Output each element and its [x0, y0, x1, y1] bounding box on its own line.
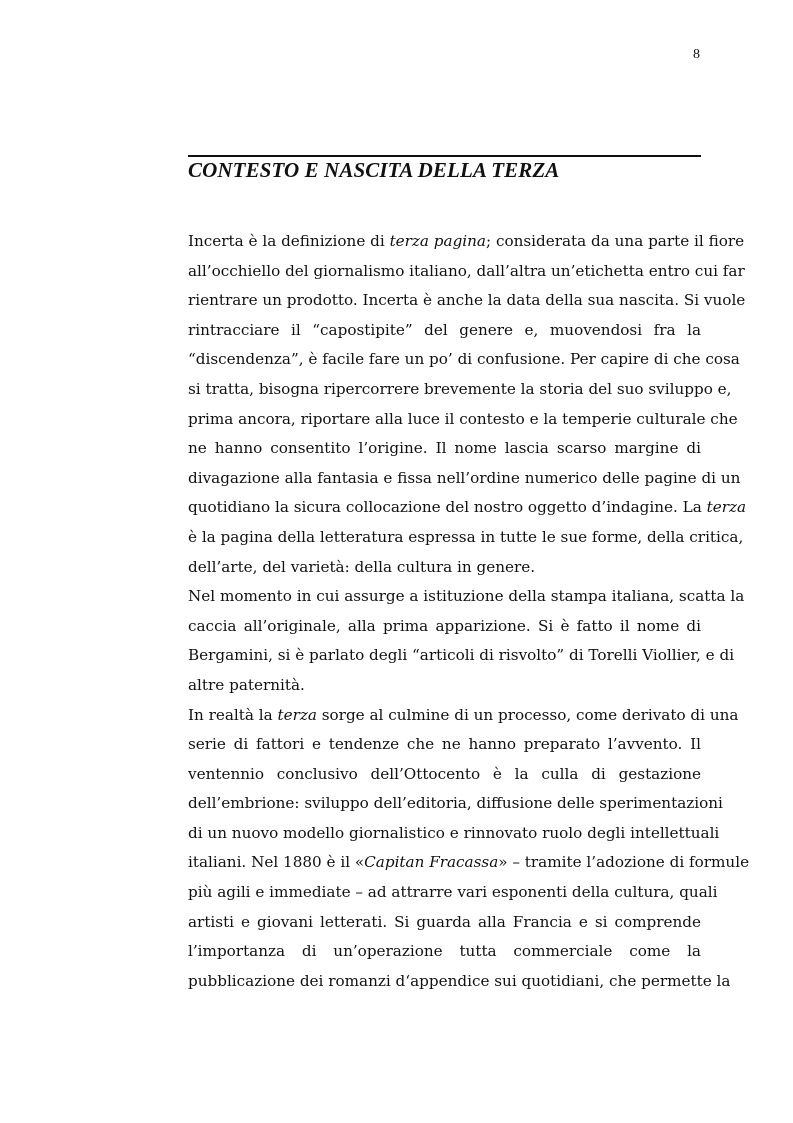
italic-text: Capitan Fracassa: [364, 853, 499, 872]
body-text-run: Incerta è la definizione di: [188, 232, 390, 250]
body-text-run: rientrare un prodotto. Incerta è anche la data della sua nascita. Si vuole: [188, 291, 746, 310]
body-text-run: “discendenza”, è facile fare un po’ di confusione. Per capire di che cosa: [188, 350, 740, 369]
chapter-title-rule: [188, 155, 701, 157]
chapter-title: CONTESTO E NASCITA DELLA TERZA: [188, 158, 560, 182]
body-text-run: quotidiano la sicura collocazione del nostro oggetto d’indagine. La: [188, 498, 707, 517]
body-line: [188, 345, 740, 375]
body-text-run: dell’embrione: sviluppo dell’editoria, diffusione delle sperimentazioni: [188, 794, 723, 813]
body-text: [188, 227, 750, 996]
body-line: [188, 937, 701, 967]
body-text-run: Nel momento in cui assurge a istituzione della stampa italiana, scatta la: [188, 587, 745, 606]
body-text-run: più agili e immediate – ad attrarre vari esponenti della cultura, quali: [188, 883, 718, 902]
italic-text: terza pagina: [389, 232, 486, 250]
body-line: [188, 908, 701, 938]
body-line: [188, 582, 745, 612]
body-line: [188, 553, 701, 583]
body-text-run: all’occhiello del giornalismo italiano, dall’altra un’etichetta entro cui far: [188, 261, 745, 280]
body-text-run: ; considerata da una parte il fiore: [486, 232, 745, 250]
body-line: [188, 464, 741, 494]
body-line: [188, 819, 720, 849]
body-text-run: pubblicazione dei romanzi d‘appendice sui quotidiani, che permette la: [188, 971, 731, 990]
body-line: [188, 523, 744, 553]
body-line: [188, 671, 701, 701]
body-text-run: prima ancora, riportare alla luce il contesto e la temperie culturale che: [188, 409, 738, 428]
body-line: [188, 760, 701, 790]
italic-text: terza: [277, 705, 317, 724]
body-text-run: serie di fattori e tendenze che ne hanno preparato l’avvento. Il: [188, 735, 701, 754]
body-text-run: In realtà la: [188, 705, 278, 724]
body-line: [188, 227, 745, 257]
body-line: [188, 641, 735, 671]
body-text-run: ne hanno consentito l’origine. Il nome lascia scarso margine di: [188, 439, 701, 458]
body-text-run: l’importanza di un’operazione tutta commerciale come la: [188, 942, 701, 961]
body-text-run: di un nuovo modello giornalistico e rinnovato ruolo degli intellettuali: [188, 823, 720, 842]
body-line: [188, 375, 732, 405]
italic-text: terza: [706, 498, 747, 517]
body-text-run: Bergamini, si è parlato degli “articoli di risvolto” di Torelli Viollier, e di: [188, 646, 735, 665]
body-line: [188, 257, 745, 287]
body-line: [188, 878, 718, 908]
body-line: [188, 967, 731, 997]
body-line: [188, 789, 723, 819]
body-text-run: divagazione alla fantasia e fissa nell’ordine numerico delle pagine di un: [188, 468, 741, 487]
body-text-run: altre paternità.: [188, 675, 305, 694]
body-line: [188, 286, 746, 316]
body-line: [188, 701, 739, 731]
body-text-run: è la pagina della letteratura espressa in tutte le sue forme, della critica,: [188, 527, 744, 546]
body-text-run: dell’arte, del varietà: della cultura in genere.: [188, 557, 536, 576]
body-line: [188, 316, 701, 346]
page-number: 8: [693, 47, 700, 62]
body-text-run: caccia all’originale, alla prima apparizione. Si è fatto il nome di: [188, 616, 701, 635]
body-line: [188, 730, 701, 760]
body-line: [188, 848, 750, 878]
body-text-run: rintracciare il “capostipite” del genere e, muovendosi fra la: [188, 320, 701, 339]
body-text-run: si tratta, bisogna ripercorrere brevemente la storia del suo sviluppo e,: [188, 379, 732, 398]
body-line: [188, 405, 738, 435]
body-text-run: artisti e giovani letterati. Si guarda alla Francia e si comprende: [188, 912, 701, 931]
body-line: [188, 434, 701, 464]
body-text-run: » – tramite l’adozione di formule: [498, 853, 750, 872]
body-text-run: sorge al culmine di un processo, come derivato di una: [316, 705, 739, 724]
body-text-run: italiani. Nel 1880 è il «: [188, 853, 365, 872]
body-text-run: ventennio conclusivo dell’Ottocento è la culla di gestazione: [188, 764, 701, 783]
body-line: [188, 493, 747, 523]
body-line: [188, 612, 701, 642]
